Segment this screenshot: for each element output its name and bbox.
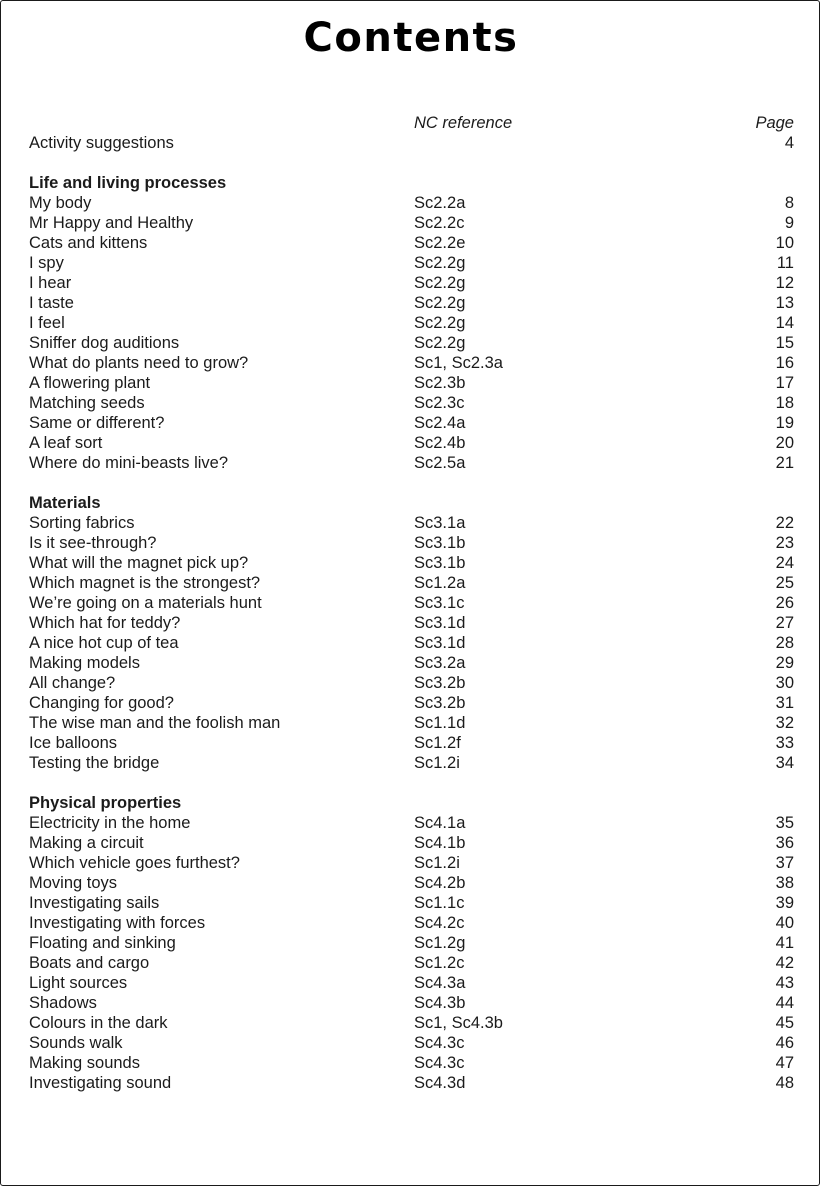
toc-entry[interactable] bbox=[29, 633, 794, 653]
toc-entry[interactable] bbox=[29, 553, 794, 573]
entry-page-number: 36 bbox=[775, 834, 794, 852]
entry-page-number: 18 bbox=[775, 394, 794, 412]
toc-entry[interactable] bbox=[29, 913, 794, 933]
toc-entry[interactable] bbox=[29, 533, 794, 553]
toc-entry[interactable] bbox=[29, 433, 794, 453]
entry-nc-reference: Sc4.3c bbox=[414, 1034, 465, 1052]
toc-entry[interactable] bbox=[29, 413, 794, 433]
column-header-nc-reference: NC reference bbox=[414, 114, 513, 132]
entry-page-number: 16 bbox=[775, 354, 794, 372]
entry-page-number: 24 bbox=[775, 554, 794, 572]
entry-nc-reference: Sc2.2g bbox=[414, 334, 466, 352]
section-heading: Materials bbox=[29, 494, 101, 512]
entry-page-number: 12 bbox=[775, 274, 794, 292]
entry-nc-reference: Sc1.2c bbox=[414, 954, 465, 972]
section-heading: Life and living processes bbox=[29, 174, 227, 192]
entry-nc-reference: Sc3.2b bbox=[414, 674, 466, 692]
entry-nc-reference: Sc2.2a bbox=[414, 194, 466, 212]
toc-entry[interactable] bbox=[29, 373, 794, 393]
column-header-row bbox=[29, 113, 794, 133]
entry-title: Investigating sound bbox=[29, 1074, 172, 1092]
entry-nc-reference: Sc1.2g bbox=[414, 934, 466, 952]
toc-entry[interactable] bbox=[29, 1053, 794, 1073]
toc-entry[interactable] bbox=[29, 453, 794, 473]
entry-title: Moving toys bbox=[29, 874, 118, 892]
entry-page-number: 44 bbox=[775, 994, 794, 1012]
page-title: Contents bbox=[303, 15, 519, 61]
toc-entry[interactable] bbox=[29, 953, 794, 973]
entry-title: Light sources bbox=[29, 974, 128, 992]
entry-page-number: 45 bbox=[775, 1014, 794, 1032]
entry-page-number: 48 bbox=[775, 1074, 794, 1092]
entry-title: A flowering plant bbox=[29, 374, 151, 392]
entry-nc-reference: Sc3.1b bbox=[414, 534, 466, 552]
entry-page-number: 26 bbox=[775, 594, 794, 612]
section-spacer bbox=[29, 473, 794, 493]
toc-entry[interactable] bbox=[29, 813, 794, 833]
toc-entry[interactable] bbox=[29, 253, 794, 273]
entry-title: Mr Happy and Healthy bbox=[29, 214, 194, 232]
entry-nc-reference: Sc2.2g bbox=[414, 274, 466, 292]
entry-page-number: 21 bbox=[775, 454, 794, 472]
entry-page-number: 32 bbox=[775, 714, 794, 732]
entry-nc-reference: Sc2.3b bbox=[414, 374, 466, 392]
entry-page-number: 28 bbox=[775, 634, 794, 652]
entry-title: Colours in the dark bbox=[29, 1014, 168, 1032]
toc-entry[interactable] bbox=[29, 393, 794, 413]
section-heading-row bbox=[29, 173, 794, 193]
entry-title: Electricity in the home bbox=[29, 814, 191, 832]
entry-title: Where do mini-beasts live? bbox=[29, 454, 228, 472]
entry-nc-reference: Sc4.1b bbox=[414, 834, 466, 852]
section-heading-row bbox=[29, 493, 794, 513]
entry-nc-reference: Sc2.2e bbox=[414, 234, 466, 252]
toc-entry[interactable] bbox=[29, 593, 794, 613]
entry-title: A leaf sort bbox=[29, 434, 103, 452]
toc-entry[interactable] bbox=[29, 853, 794, 873]
entry-title: Which magnet is the strongest? bbox=[29, 574, 261, 592]
toc-sections bbox=[29, 153, 794, 1093]
toc-entry[interactable] bbox=[29, 653, 794, 673]
entry-nc-reference: Sc1, Sc4.3b bbox=[414, 1014, 503, 1032]
entry-title: I spy bbox=[29, 254, 64, 272]
entry-page-number: 43 bbox=[775, 974, 794, 992]
entry-title: Matching seeds bbox=[29, 394, 145, 412]
column-header-page: Page bbox=[755, 114, 794, 132]
entry-page-number: 15 bbox=[775, 334, 794, 352]
entry-nc-reference: Sc2.5a bbox=[414, 454, 466, 472]
entry-title: Sorting fabrics bbox=[29, 514, 135, 532]
toc-entry[interactable] bbox=[29, 713, 794, 733]
table-of-contents bbox=[29, 113, 794, 1093]
toc-entry[interactable] bbox=[29, 833, 794, 853]
toc-entry[interactable] bbox=[29, 273, 794, 293]
entry-title: Which vehicle goes furthest? bbox=[29, 854, 240, 872]
entry-title: Same or different? bbox=[29, 414, 165, 432]
toc-entry[interactable] bbox=[29, 993, 794, 1013]
entry-nc-reference: Sc1.2i bbox=[414, 854, 460, 872]
entry-title: Floating and sinking bbox=[29, 934, 176, 952]
entry-page-number: 10 bbox=[775, 234, 794, 252]
entry-page-number: 34 bbox=[775, 754, 794, 772]
entry-nc-reference: Sc4.2c bbox=[414, 914, 465, 932]
entry-nc-reference: Sc2.2g bbox=[414, 314, 466, 332]
section-heading: Physical properties bbox=[29, 794, 182, 812]
entry-title: Sniffer dog auditions bbox=[29, 334, 180, 352]
entry-page-number: 23 bbox=[775, 534, 794, 552]
entry-page-number: 17 bbox=[775, 374, 794, 392]
entry-title: Activity suggestions bbox=[29, 134, 174, 152]
entry-title: Making sounds bbox=[29, 1054, 140, 1072]
entry-page-number: 14 bbox=[775, 314, 794, 332]
entry-page-number: 20 bbox=[775, 434, 794, 452]
toc-entry[interactable] bbox=[29, 933, 794, 953]
entry-nc-reference: Sc4.3a bbox=[414, 974, 466, 992]
entry-page-number: 25 bbox=[775, 574, 794, 592]
entry-title: All change? bbox=[29, 674, 116, 692]
entry-page-number: 41 bbox=[775, 934, 794, 952]
entry-title: Which hat for teddy? bbox=[29, 614, 181, 632]
toc-entry[interactable] bbox=[29, 673, 794, 693]
entry-page-number: 4 bbox=[784, 134, 794, 152]
entry-page-number: 30 bbox=[775, 674, 794, 692]
entry-title: Shadows bbox=[29, 994, 97, 1012]
entry-page-number: 38 bbox=[775, 874, 794, 892]
entry-title: I taste bbox=[29, 294, 74, 312]
entry-page-number: 46 bbox=[775, 1034, 794, 1052]
toc-entry[interactable] bbox=[29, 293, 794, 313]
toc-entry[interactable] bbox=[29, 573, 794, 593]
toc-entry[interactable] bbox=[29, 693, 794, 713]
entry-page-number: 27 bbox=[775, 614, 794, 632]
toc-entry-activity-suggestions[interactable] bbox=[29, 133, 794, 153]
entry-page-number: 22 bbox=[775, 514, 794, 532]
entry-nc-reference: Sc1.1d bbox=[414, 714, 466, 732]
entry-nc-reference: Sc3.1d bbox=[414, 634, 466, 652]
entry-page-number: 29 bbox=[775, 654, 794, 672]
entry-page-number: 47 bbox=[775, 1054, 794, 1072]
section-spacer bbox=[29, 153, 794, 173]
toc-entry[interactable] bbox=[29, 193, 794, 213]
entry-nc-reference: Sc3.1b bbox=[414, 554, 466, 572]
entry-page-number: 35 bbox=[775, 814, 794, 832]
entry-title: Is it see-through? bbox=[29, 534, 157, 552]
entry-nc-reference: Sc1.2a bbox=[414, 574, 466, 592]
entry-nc-reference: Sc2.4a bbox=[414, 414, 466, 432]
toc-entry[interactable] bbox=[29, 353, 794, 373]
entry-page-number: 19 bbox=[775, 414, 794, 432]
entry-nc-reference: Sc3.2a bbox=[414, 654, 466, 672]
entry-nc-reference: Sc4.1a bbox=[414, 814, 466, 832]
entry-title: Making models bbox=[29, 654, 140, 672]
entry-nc-reference: Sc4.3c bbox=[414, 1054, 465, 1072]
entry-title: My body bbox=[29, 194, 92, 212]
toc-entry[interactable] bbox=[29, 1073, 794, 1093]
entry-title: The wise man and the foolish man bbox=[29, 714, 281, 732]
entry-page-number: 31 bbox=[775, 694, 794, 712]
toc-entry[interactable] bbox=[29, 213, 794, 233]
toc-entry[interactable] bbox=[29, 613, 794, 633]
entry-nc-reference: Sc2.2g bbox=[414, 254, 466, 272]
entry-page-number: 13 bbox=[775, 294, 794, 312]
entry-nc-reference: Sc3.1d bbox=[414, 614, 466, 632]
toc-entry[interactable] bbox=[29, 733, 794, 753]
entry-nc-reference: Sc2.4b bbox=[414, 434, 466, 452]
entry-nc-reference: Sc1.2i bbox=[414, 754, 460, 772]
entry-title: Testing the bridge bbox=[29, 754, 160, 772]
section-spacer bbox=[29, 773, 794, 793]
toc-entry[interactable] bbox=[29, 1033, 794, 1053]
entry-page-number: 37 bbox=[775, 854, 794, 872]
entry-nc-reference: Sc1, Sc2.3a bbox=[414, 354, 503, 372]
entry-title: Making a circuit bbox=[29, 834, 144, 852]
toc-entry[interactable] bbox=[29, 1013, 794, 1033]
section-heading-row bbox=[29, 793, 794, 813]
entry-nc-reference: Sc1.1c bbox=[414, 894, 465, 912]
entry-title: I feel bbox=[29, 314, 65, 332]
entry-page-number: 33 bbox=[775, 734, 794, 752]
entry-title: What will the magnet pick up? bbox=[29, 554, 249, 572]
toc-entry[interactable] bbox=[29, 973, 794, 993]
toc-entry[interactable] bbox=[29, 893, 794, 913]
entry-title: Investigating sails bbox=[29, 894, 160, 912]
entry-title: Ice balloons bbox=[29, 734, 118, 752]
toc-entry[interactable] bbox=[29, 313, 794, 333]
entry-page-number: 39 bbox=[775, 894, 794, 912]
entry-title: We’re going on a materials hunt bbox=[29, 594, 262, 612]
toc-entry[interactable] bbox=[29, 753, 794, 773]
entry-title: A nice hot cup of tea bbox=[29, 634, 179, 652]
entry-nc-reference: Sc3.2b bbox=[414, 694, 466, 712]
entry-title: Changing for good? bbox=[29, 694, 174, 712]
entry-title: What do plants need to grow? bbox=[29, 354, 249, 372]
entry-nc-reference: Sc4.2b bbox=[414, 874, 466, 892]
toc-entry[interactable] bbox=[29, 873, 794, 893]
entry-nc-reference: Sc3.1a bbox=[414, 514, 466, 532]
entry-nc-reference: Sc2.3c bbox=[414, 394, 465, 412]
entry-title: Boats and cargo bbox=[29, 954, 150, 972]
entry-nc-reference: Sc4.3d bbox=[414, 1074, 466, 1092]
entry-page-number: 42 bbox=[775, 954, 794, 972]
entry-title: Cats and kittens bbox=[29, 234, 148, 252]
toc-entry[interactable] bbox=[29, 333, 794, 353]
entry-page-number: 11 bbox=[776, 254, 794, 272]
entry-title: Investigating with forces bbox=[29, 914, 206, 932]
entry-nc-reference: Sc3.1c bbox=[414, 594, 465, 612]
toc-entry[interactable] bbox=[29, 513, 794, 533]
entry-page-number: 8 bbox=[784, 194, 794, 212]
toc-entry[interactable] bbox=[29, 233, 794, 253]
entry-nc-reference: Sc2.2c bbox=[414, 214, 465, 232]
entry-title: I hear bbox=[29, 274, 72, 292]
entry-title: Sounds walk bbox=[29, 1034, 123, 1052]
entry-nc-reference: Sc2.2g bbox=[414, 294, 466, 312]
entry-nc-reference: Sc4.3b bbox=[414, 994, 466, 1012]
entry-page-number: 9 bbox=[784, 214, 794, 232]
entry-nc-reference: Sc1.2f bbox=[414, 734, 461, 752]
entry-page-number: 40 bbox=[775, 914, 794, 932]
